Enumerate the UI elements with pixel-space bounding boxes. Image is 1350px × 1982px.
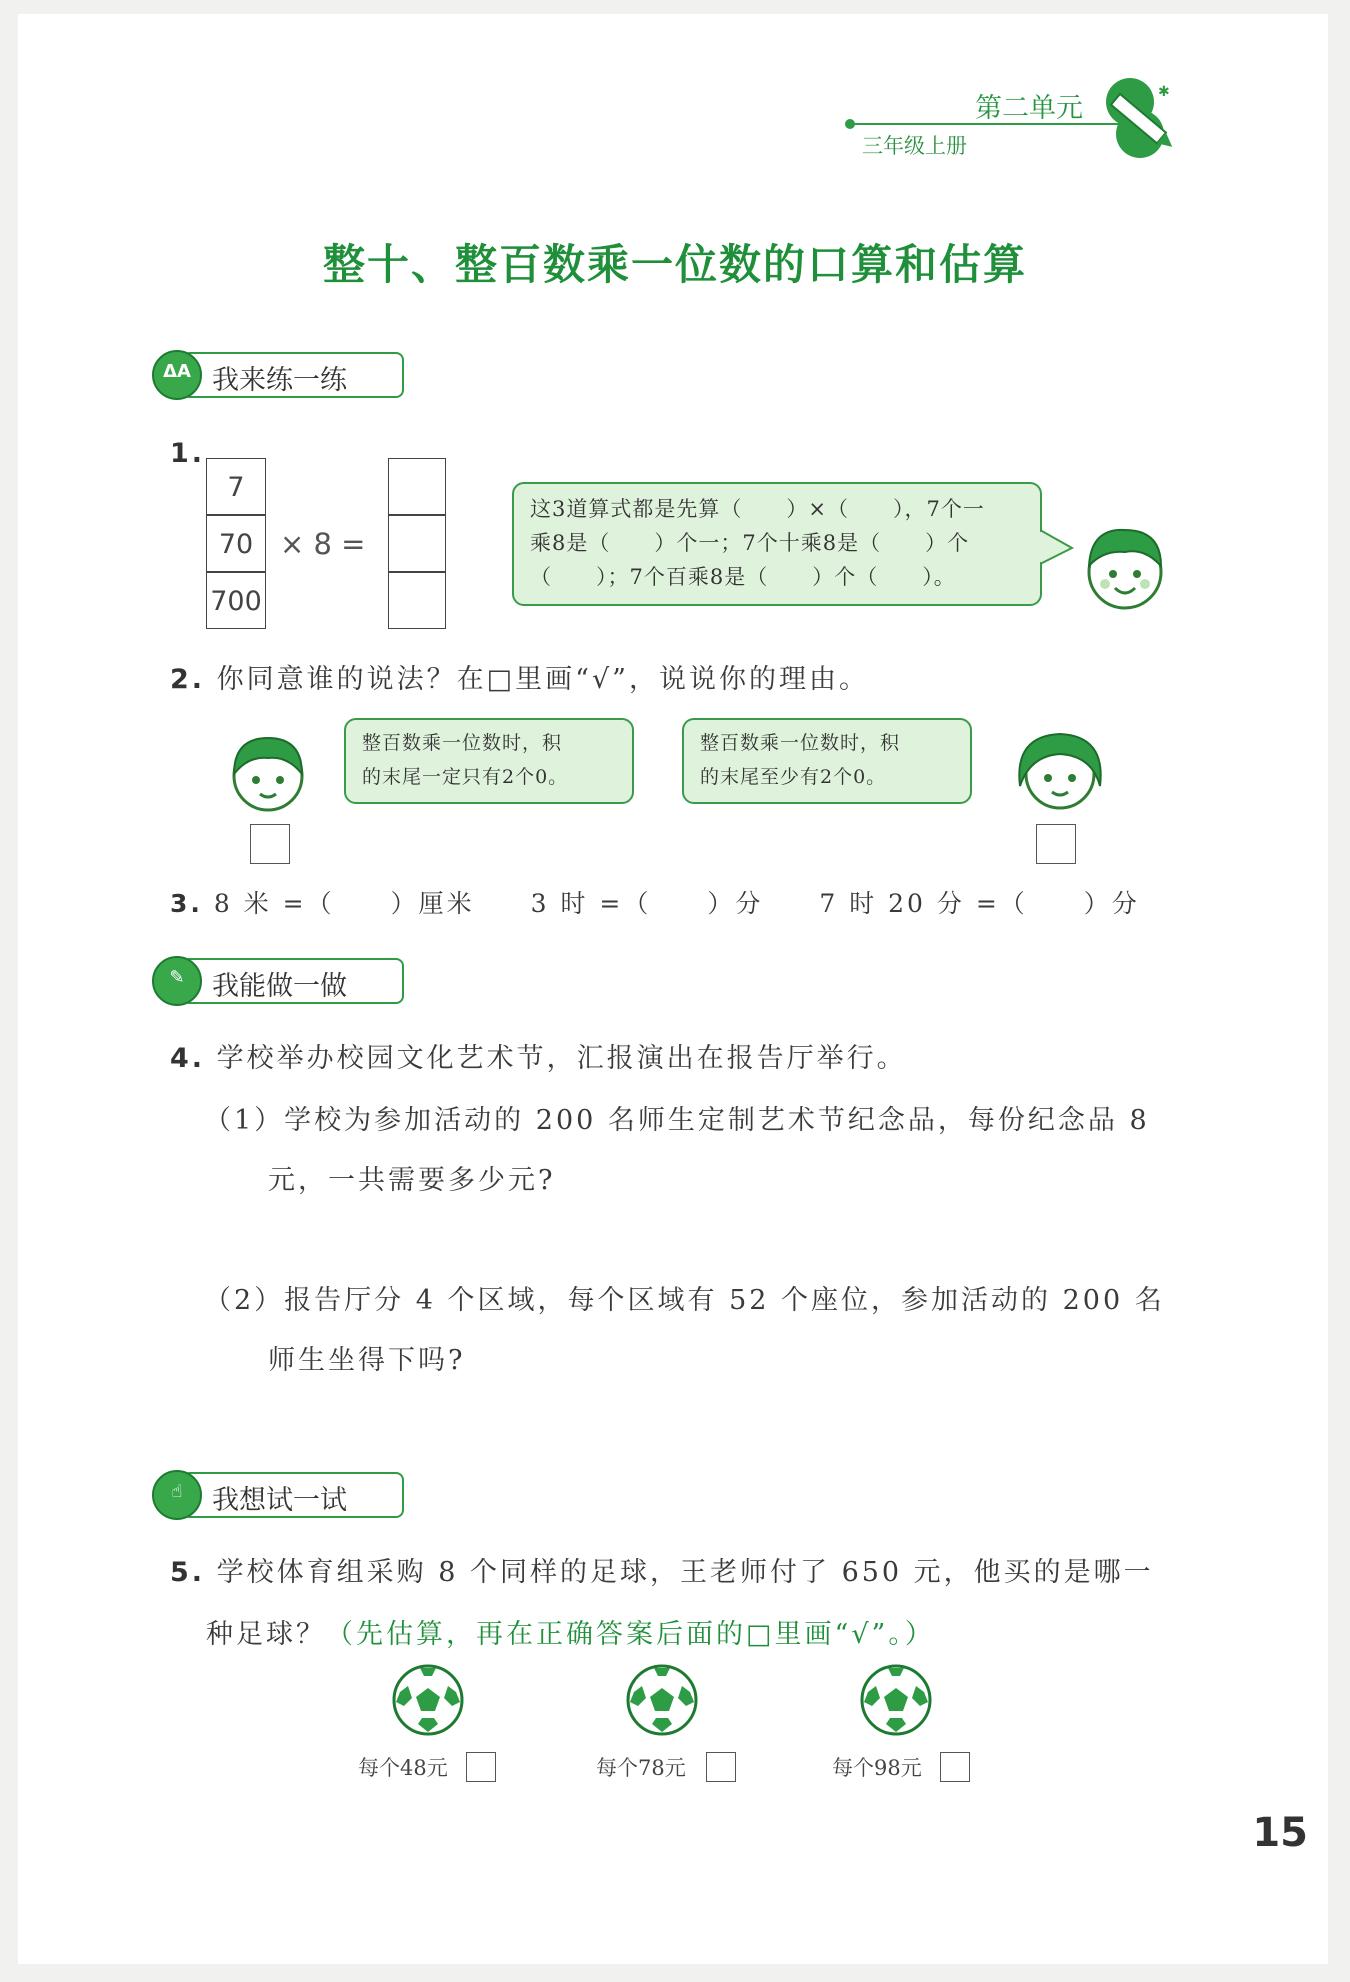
q1-number: 1. — [170, 438, 206, 469]
svg-text:✱: ✱ — [1158, 84, 1170, 100]
q5-number: 5. — [170, 1557, 206, 1588]
q5-line2 — [206, 1612, 935, 1651]
q2-line — [170, 657, 869, 696]
q1-bubble-line-3: （ ）；7个百乘8是（ ）个（ ）。 — [530, 565, 956, 589]
section-practice — [152, 350, 412, 396]
price-checkbox-2[interactable] — [706, 1752, 736, 1782]
q3-text: 8 米 =（ ）厘米 3 时 =（ ）分 7 时 20 分 =（ ）分 — [213, 889, 1140, 918]
q2-right-bubble-text — [700, 726, 900, 794]
q5-text-line2: 种足球？ — [206, 1619, 326, 1650]
q1-cell-7: 7 — [206, 458, 266, 515]
section-title: 我来练一练 — [212, 365, 347, 396]
soccer-ball-icon — [624, 1662, 700, 1738]
pointing-hand-icon: ☝ — [152, 1470, 202, 1520]
section-can-do — [152, 956, 412, 1002]
q4-p1-line1: （1）学校为参加活动的 200 名师生定制艺术节纪念品，每份纪念品 8 — [204, 1105, 1150, 1136]
ruler-triangle-icon: ΔA — [152, 350, 202, 400]
q1-answer-box-2[interactable] — [388, 515, 446, 572]
q2-left-line-1: 整百数乘一位数时，积 — [362, 732, 563, 754]
q1-bubble-line-2: 乘8是（ ）个一；7个十乘8是（ ）个 — [530, 531, 970, 555]
section-title: 我想试一试 — [212, 1485, 347, 1516]
bubble-tail — [1040, 528, 1076, 568]
q5-text-line1: 学校体育组采购 8 个同样的足球，王老师付了 650 元，他买的是哪一 — [216, 1557, 1154, 1588]
price-checkbox-1[interactable] — [466, 1752, 496, 1782]
girl-avatar-left-icon — [222, 728, 314, 818]
q4-p2-line2: 师生坐得下吗? — [268, 1345, 466, 1376]
grade-label: 三年级上册 — [862, 134, 967, 158]
q4-number: 4. — [170, 1043, 206, 1074]
pencil-icon: ✎ — [152, 956, 202, 1006]
price-label-2: 每个78元 — [596, 1756, 686, 1780]
q2-right-checkbox[interactable] — [1036, 824, 1076, 864]
q2-left-line-2: 的末尾一定只有2个0。 — [362, 766, 569, 788]
q1-bubble-text — [530, 492, 1030, 594]
q2-text: 你同意谁的说法？在□里画“√”，说说你的理由。 — [216, 664, 869, 695]
unit-label: 第二单元 — [975, 93, 1083, 124]
q5-line1 — [170, 1550, 1154, 1589]
q2-left-bubble-text — [362, 726, 568, 794]
page-number: 15 — [1252, 1810, 1308, 1856]
q4-p2-line1: （2）报告厅分 4 个区域，每个区域有 52 个座位，参加活动的 200 名 — [204, 1285, 1165, 1316]
section-title: 我能做一做 — [212, 971, 347, 1002]
q2-right-line-1: 整百数乘一位数时，积 — [700, 732, 901, 754]
q1-answer-box-3[interactable] — [388, 572, 446, 629]
q1-answer-box-1[interactable] — [388, 458, 446, 515]
q1-cell-70: 70 — [206, 515, 266, 572]
q2-left-checkbox[interactable] — [250, 824, 290, 864]
section-try — [152, 1470, 412, 1516]
girl-avatar-right-icon — [1008, 726, 1112, 818]
q3-number: 3. — [170, 889, 203, 918]
boy-avatar-icon — [1075, 518, 1175, 618]
q4-line — [170, 1036, 907, 1075]
q1-cell-700: 700 — [206, 572, 266, 629]
price-label-3: 每个98元 — [832, 1756, 922, 1780]
q1-operator: × 8 = — [280, 527, 366, 561]
q2-right-line-2: 的末尾至少有2个0。 — [700, 766, 887, 788]
soccer-ball-icon — [858, 1662, 934, 1738]
page-title: 整十、整百数乘一位数的口算和估算 — [322, 240, 1027, 289]
soccer-ball-icon — [390, 1662, 466, 1738]
q1-bubble-line-1: 这3道算式都是先算（ ）×（ ），7个一 — [530, 497, 985, 521]
pencil-icon — [1115, 88, 1195, 158]
price-checkbox-3[interactable] — [940, 1752, 970, 1782]
q2-number: 2. — [170, 664, 206, 695]
q4-p1-line2: 元，一共需要多少元? — [268, 1165, 556, 1196]
q3-line — [170, 884, 1140, 920]
q5-instruction: （先估算，再在正确答案后面的□里画“√”。） — [326, 1619, 935, 1650]
price-label-1: 每个48元 — [358, 1756, 448, 1780]
q4-text: 学校举办校园文化艺术节，汇报演出在报告厅举行。 — [216, 1043, 907, 1074]
